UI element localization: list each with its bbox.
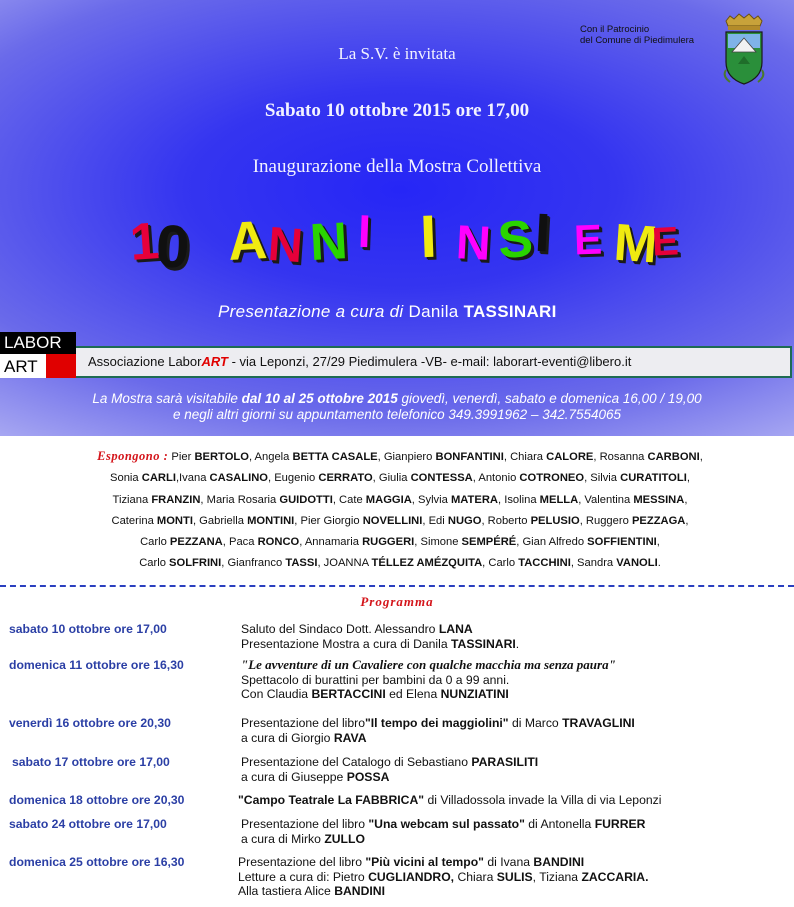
bold-text: TÉLLEZ AMÉZQUITA [371, 557, 483, 570]
text-segment: , Gabriella [192, 514, 248, 527]
association-prefix: Associazione Labor [88, 354, 202, 369]
text-segment: , Paca [222, 536, 258, 549]
text-segment: , Gian Alfredo [516, 536, 588, 549]
bold-text: MESSINA [633, 493, 685, 506]
bold-text: PEZZAGA [631, 514, 686, 527]
text-segment: , Gianpiero [377, 451, 436, 463]
text-segment: , Simone [414, 536, 462, 549]
text-segment: Presentazione del Catalogo di Sebastiano [241, 755, 472, 769]
title-letter: N [266, 217, 305, 274]
bold-text: PEZZANA [169, 536, 223, 549]
text-segment: , Sylvia [411, 493, 451, 506]
bold-text: BERTACCINI [311, 687, 386, 702]
program-event-line [241, 622, 519, 637]
title-letter: 1 [128, 212, 161, 272]
program-event-date: domenica 11 ottobre ore 16,30 [9, 658, 184, 672]
program-event-details [241, 622, 519, 651]
program-event-details [238, 793, 661, 808]
laborart-logo [0, 332, 76, 378]
presenter-line [218, 302, 557, 322]
text-segment: , [656, 536, 660, 549]
bold-text: MAGGIA [365, 493, 412, 506]
text-segment: a cura di Giorgio [241, 730, 334, 745]
bold-text: "Campo Teatrale La FABBRICA" [238, 793, 425, 807]
text-segment: , Sandra [570, 557, 617, 570]
visit-period: dal 10 al 25 ottobre 2015 [241, 391, 398, 406]
text-segment: , Giulia [372, 472, 411, 485]
bold-text: BANDINI [334, 884, 385, 899]
program-event-date: sabato 24 ottobre ore 17,00 [9, 817, 167, 831]
text-segment: , Tiziana [532, 869, 582, 884]
association-bar [76, 346, 792, 378]
program-event-line [241, 731, 635, 746]
title-letter: A [226, 210, 269, 272]
text-segment: Presentazione del libro [241, 817, 369, 831]
text-segment: di Villadossola invade la Villa di via Leponzi [424, 793, 662, 807]
text-segment: Chiara [454, 869, 497, 884]
bold-text: LANA [438, 622, 473, 636]
bold-text: COTRONEO [519, 472, 585, 485]
bold-text: CERRATO [318, 472, 373, 485]
bold-text: SEMPÉRÉ [461, 536, 517, 549]
bold-text: RONCO [257, 536, 300, 549]
text-segment: Tiziana [112, 493, 152, 506]
program-event-date: sabato 17 ottobre ore 17,00 [12, 755, 170, 769]
bold-text: NUGO [447, 514, 482, 527]
program-event-details [241, 817, 645, 846]
text-segment: Presentazione del libro [238, 855, 366, 869]
text-segment: , [684, 493, 688, 506]
program-event-line [241, 687, 616, 702]
bold-text: BERTOLO [194, 451, 249, 463]
bold-text: TASSI [285, 557, 318, 570]
program-event-details [241, 716, 635, 745]
program-event-line [238, 884, 648, 899]
bold-text: MELLA [539, 493, 579, 506]
program-event-details [238, 855, 648, 899]
visiting-hours-line-1 [0, 391, 794, 407]
program-event-line [238, 870, 648, 885]
bold-text: CASALINO [209, 472, 268, 485]
text-segment: , Isolina [498, 493, 540, 506]
text-segment: di Antonella [524, 817, 595, 831]
title-letter: I [418, 202, 438, 271]
program-event-line [238, 793, 661, 808]
exhibitors-line [50, 468, 750, 489]
title-letter: I [533, 202, 552, 264]
program-event-details [241, 658, 616, 702]
text-segment: , Roberto [481, 514, 531, 527]
text-segment: ,Ivana [175, 472, 210, 485]
bold-text: BONFANTINI [435, 451, 504, 463]
text-segment: Carlo [140, 536, 170, 549]
bold-text: GUIDOTTI [279, 493, 333, 506]
title-letter: N [308, 212, 350, 272]
text-segment: Presentazione del libro [241, 716, 365, 730]
text-segment: , Angela [248, 451, 293, 463]
program-event-line [241, 770, 538, 785]
exhibitors-line [50, 532, 750, 553]
program-event-line [241, 673, 616, 688]
bold-text: "Il tempo dei maggiolini" [364, 716, 509, 730]
bold-text: CARLI [141, 472, 176, 485]
bold-text: CONTESSA [410, 472, 473, 485]
program-event-line [241, 658, 616, 673]
text-segment: , JOANNA [317, 557, 372, 570]
visiting-hours [0, 391, 794, 423]
association-art: ART [201, 354, 228, 369]
title-letter: I [357, 204, 372, 258]
text-segment: Pier [168, 451, 195, 463]
inauguration-line: Inaugurazione della Mostra Collettiva [252, 156, 542, 177]
patronage-line-2: del Comune di Piedimulera [580, 35, 695, 46]
text-segment: "Le avventure di un Cavaliere con qualche macchia ma senza paura" [241, 657, 616, 672]
bold-text: BETTA CASALE [292, 451, 378, 463]
text-segment: Caterina [111, 514, 157, 527]
text-segment: Presentazione Mostra a cura di Danila [241, 636, 452, 651]
logo-bottom-text: ART [0, 354, 46, 378]
program-event-line [241, 716, 635, 731]
text-segment: , [685, 514, 689, 527]
program-event-date: domenica 18 ottobre ore 20,30 [9, 793, 185, 807]
bold-text: MONTINI [247, 514, 295, 527]
bold-text: NOVELLINI [362, 514, 423, 527]
exhibitors-list [50, 446, 750, 575]
title-letter: N [454, 216, 493, 271]
text-segment: . [515, 636, 520, 651]
text-segment: , Rosanna [593, 451, 648, 463]
text-segment: , Edi [422, 514, 448, 527]
bold-text: FURRER [594, 817, 646, 831]
bold-text: POSSA [346, 769, 390, 784]
presenter-first-name: Danila [408, 302, 459, 321]
program-event-line [241, 637, 519, 652]
bold-text: ZACCARIA. [581, 869, 649, 884]
text-segment: , Maria Rosaria [200, 493, 280, 506]
visit-days: giovedì, venerdì, sabato e domenica 16,00 / 19,00 [397, 391, 702, 406]
bold-text: PARASILITI [471, 755, 539, 769]
text-segment: , Chiara [503, 451, 547, 463]
text-segment: Sonia [110, 472, 142, 485]
text-segment: , Antonio [472, 472, 520, 485]
text-segment: ed Elena [385, 687, 441, 702]
program-event-date: domenica 25 ottobre ore 16,30 [9, 855, 185, 869]
visiting-hours-line-2: e negli altri giorni su appuntamento telefonico 349.3991962 – 342.7554065 [172, 407, 622, 422]
patronage-note [580, 24, 694, 46]
text-segment: Alla tastiera Alice [238, 884, 335, 899]
text-segment: , Gianfranco [221, 557, 286, 570]
program-event-line [241, 817, 645, 832]
text-segment: , Ruggero [579, 514, 632, 527]
text-segment: Saluto del Sindaco Dott. Alessandro [241, 622, 439, 636]
opening-date: Sabato 10 ottobre 2015 ore 17,00 [264, 100, 530, 121]
bold-text: SOFFIENTINI [587, 536, 657, 549]
text-segment: , Cate [332, 493, 366, 506]
bold-text: ZULLO [324, 831, 365, 846]
text-segment: di Marco [508, 716, 563, 730]
text-segment: Carlo [139, 557, 170, 570]
presenter-last-name: TASSINARI [463, 302, 557, 321]
bold-text: "Una webcam sul passato" [368, 817, 525, 831]
bold-text: PELUSIO [530, 514, 580, 527]
bold-text: FRANZIN [151, 493, 201, 506]
exhibitors-line [50, 446, 750, 468]
logo-top-text: LABOR [0, 332, 76, 354]
exhibitors-line [50, 553, 750, 574]
exhibition-title [128, 198, 680, 288]
text-segment: , Eugenio [267, 472, 319, 485]
exhibitors-line [50, 511, 750, 532]
bold-text: TASSINARI [451, 636, 516, 651]
patronage-line-1: Con il Patrocinio [580, 24, 650, 35]
program-event-line [238, 855, 648, 870]
bold-text: SOLFRINI [169, 557, 222, 570]
program-event-line [241, 755, 538, 770]
text-segment: a cura di Mirko [241, 831, 325, 846]
program-event-details [241, 755, 538, 784]
text-segment: di Ivana [483, 855, 534, 869]
exhibitors-line [50, 490, 750, 511]
text-segment: , [699, 451, 703, 463]
bold-text: TACCHINI [518, 557, 571, 570]
title-letter: 0 [154, 212, 192, 281]
text-segment: Letture a cura di: Pietro [238, 869, 369, 884]
bold-text: CARBONI [647, 451, 700, 463]
bold-text: RAVA [333, 730, 367, 745]
presenter-prefix: Presentazione a cura di [218, 302, 409, 321]
program-event-date: venerdì 16 ottobre ore 20,30 [9, 716, 171, 730]
bold-text: BANDINI [533, 855, 585, 869]
text-segment: , Valentina [578, 493, 634, 506]
program-event-date: sabato 10 ottobre ore 17,00 [9, 622, 167, 636]
title-letter: E [573, 215, 603, 264]
bold-text: CALORE [546, 451, 594, 463]
text-segment: Con Claudia [241, 687, 312, 702]
program-event-line [241, 832, 645, 847]
program-title: Programma [360, 594, 434, 609]
text-segment: , Pier Giorgio [294, 514, 363, 527]
bold-text: MATERA [450, 493, 498, 506]
text-segment: Spettacolo di burattini per bambini da 0 a 99 anni. [241, 672, 510, 687]
dashed-separator [0, 585, 794, 587]
text-segment: , Silvia [584, 472, 621, 485]
bold-text: RUGGERI [362, 536, 415, 549]
bold-text: CUGLIANDRO, [368, 869, 455, 884]
association-details: - via Leponzi, 27/29 Piedimulera -VB- e-mail: laborart-eventi@libero.it [227, 354, 632, 369]
text-segment: , Annamaria [299, 536, 363, 549]
title-letter: S [496, 209, 535, 271]
bold-text: TRAVAGLINI [562, 716, 635, 730]
text-segment: , [686, 472, 690, 485]
exhibitors-heading: Espongono : [97, 449, 169, 463]
bold-text: SULIS [496, 869, 533, 884]
logo-red-block [46, 354, 76, 378]
text-segment: , Carlo [482, 557, 519, 570]
bold-text: "Più vicini al tempo" [365, 855, 484, 869]
title-letter: M [612, 213, 660, 275]
bold-text: NUNZIATINI [440, 687, 509, 702]
visit-text: La Mostra sarà visitabile [92, 391, 242, 406]
bold-text: CURATITOLI [620, 472, 687, 485]
invitation-line: La S.V. è invitata [338, 44, 456, 63]
bold-text: MONTI [156, 514, 193, 527]
text-segment: a cura di Giuseppe [241, 769, 347, 784]
title-letter: E [650, 219, 680, 265]
text-segment: . [657, 557, 661, 570]
bold-text: VANOLI [616, 557, 658, 570]
